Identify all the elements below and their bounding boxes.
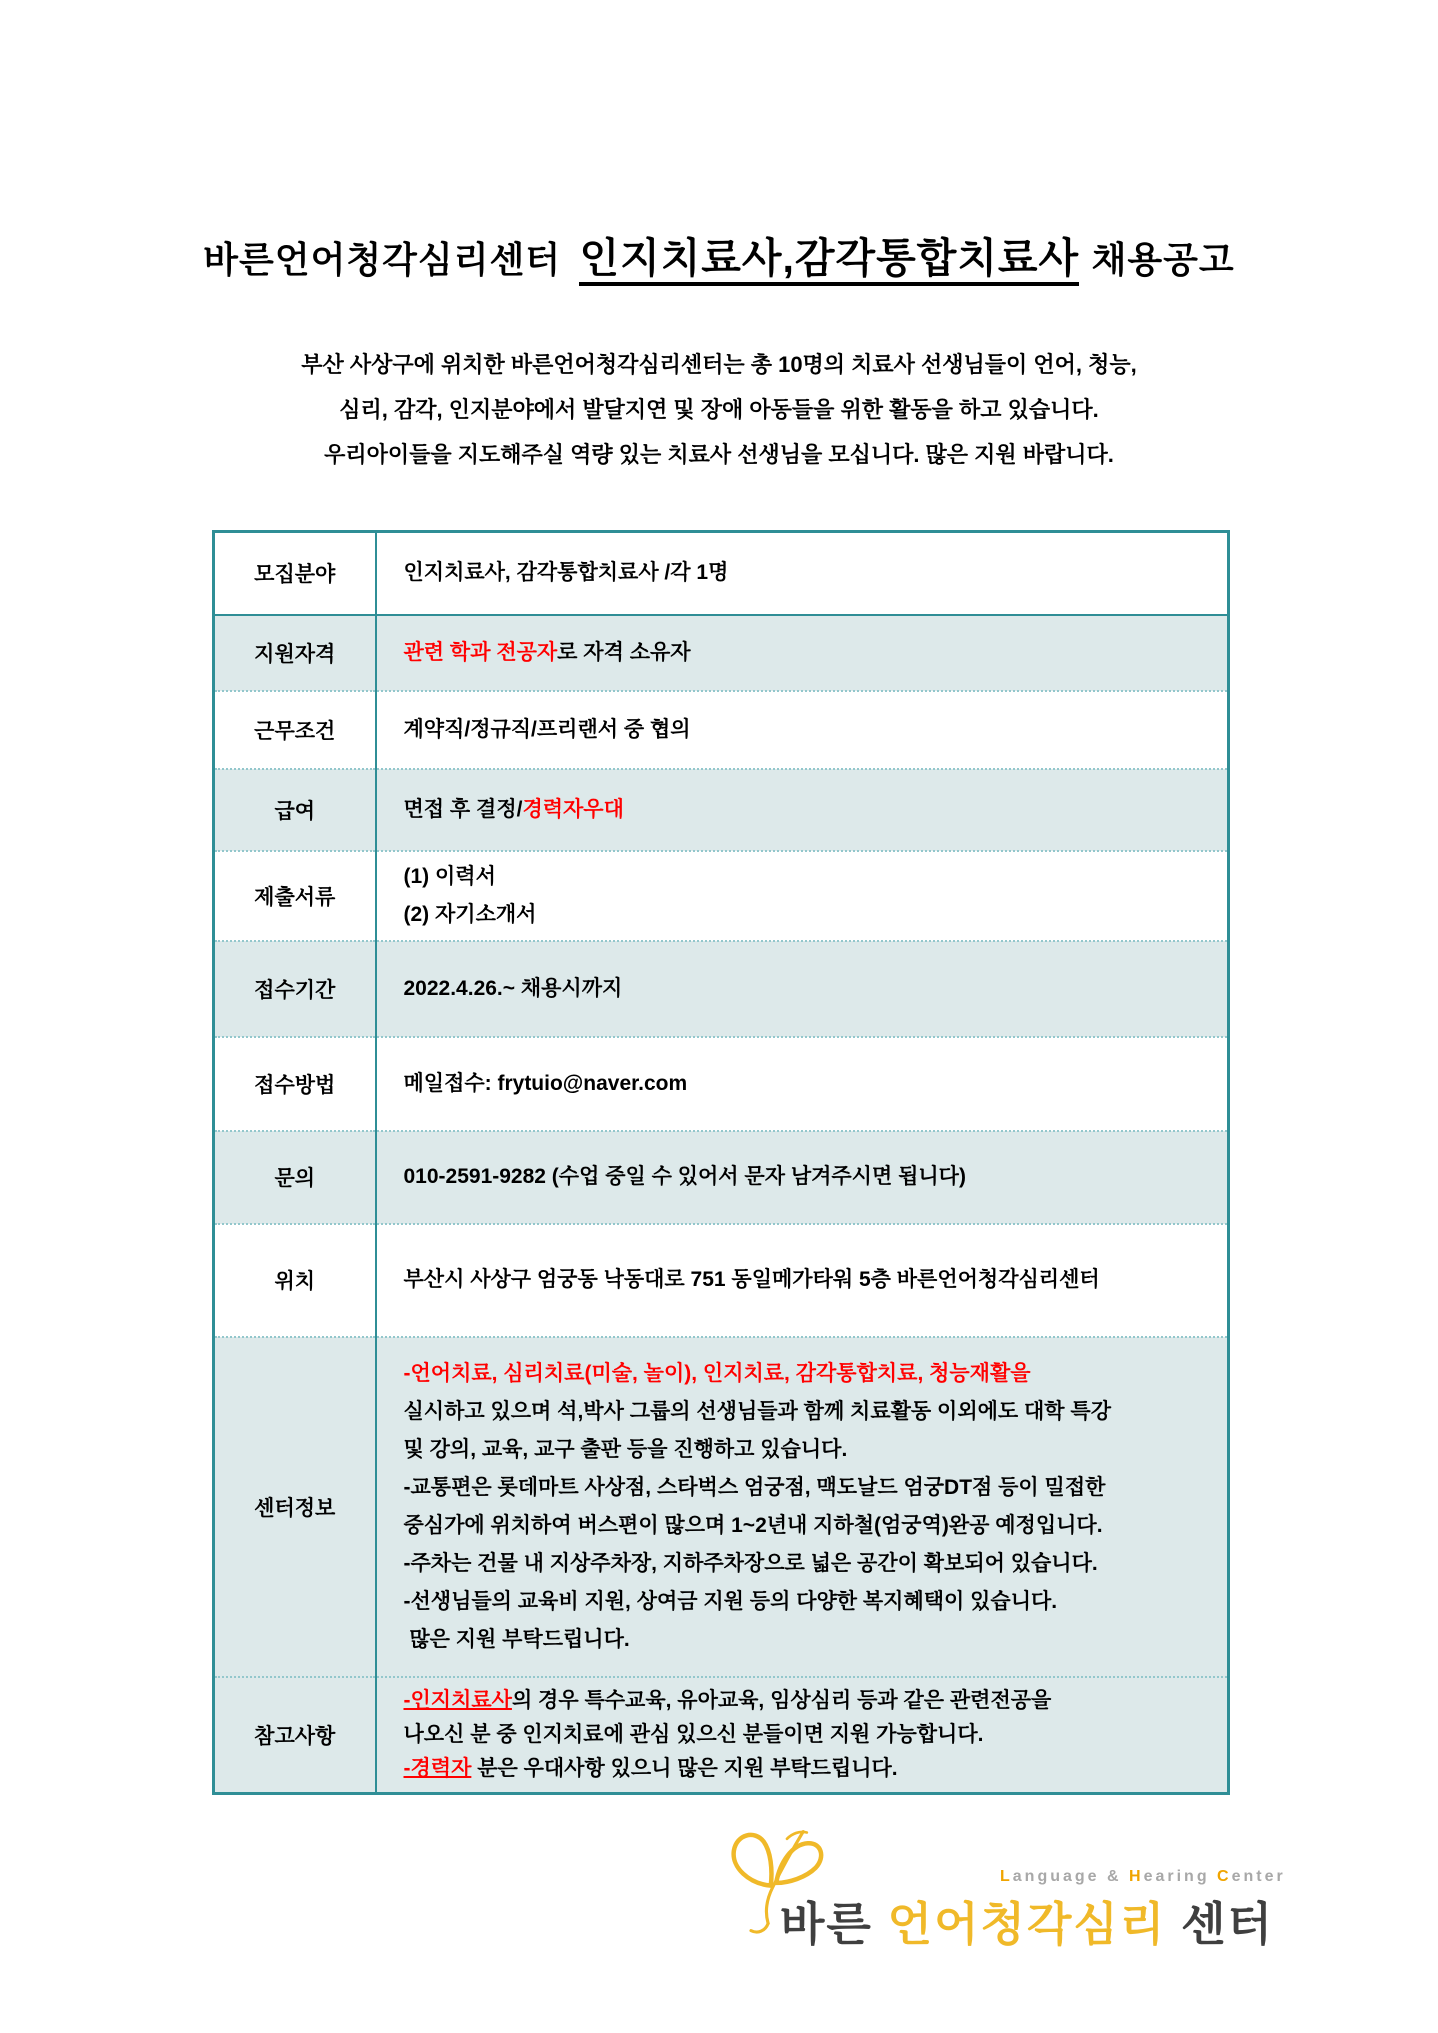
content-segment: 많은 지원 부탁드립니다. [403,1627,630,1651]
content-line [404,896,1228,934]
title-notice-word: 채용공고 [1091,239,1235,280]
intro-paragraph [0,342,1438,477]
logo-name [780,1888,1274,1954]
logo-name-mid: 언어청각심리 [887,1898,1167,1950]
table-row [214,1337,1229,1677]
content-segment: 로 자격 소유자 [557,640,691,664]
table-row [214,769,1229,851]
content-segment-emphasis: 관련 학과 전공자 [403,640,558,664]
content-line [404,1065,1228,1103]
content-segment: 중심가에 위치하여 버스편이 많으며 1~2년내 지하철(엄궁역)완공 예정입니다. [403,1513,1103,1537]
logo-name-suffix: 센터 [1181,1898,1274,1950]
content-segment: (2) 자기소개서 [403,902,537,926]
content-segment: -교통편은 롯데마트 사상점, 스타벅스 엄궁점, 맥도날드 엄궁DT점 등이 밀접한 [403,1475,1106,1499]
content-segment: -주차는 건물 내 지상주차장, 지하주차장으로 넓은 공간이 확보되어 있습니다. [403,1551,1098,1575]
job-info-table [212,530,1230,1795]
content-segment: 2022.4.26.~ 채용시까지 [403,976,623,1000]
content-segment: 의 경우 특수교육, 유아교육, 임상심리 등과 같은 관련전공을 [511,1688,1052,1712]
row-label: 접수방법 [214,1037,376,1131]
row-content [376,615,1229,691]
row-label: 센터정보 [214,1337,376,1677]
table-row [214,532,1229,615]
content-segment: 분은 우대사항 있으니 많은 지원 부탁드립니다. [471,1756,898,1780]
table-row [214,691,1229,769]
content-line [404,554,1228,592]
content-segment-emphasis: 경력자우대 [522,797,624,821]
tagline-text: enter [1231,1868,1286,1885]
content-segment-emphasis: -경력자 [403,1756,472,1780]
content-line [404,1684,1228,1718]
row-label: 근무조건 [214,691,376,769]
content-line [404,1355,1228,1393]
content-segment-emphasis: -언어치료, 심리치료(미술, 놀이), 인지치료, 감각통합치료, 청능재활을 [403,1361,1031,1385]
table-row [214,851,1229,941]
tagline-cap-l: L [1000,1868,1013,1885]
content-line [404,1393,1228,1431]
title-positions-underlined: 인지치료사,감각통합치료사 [579,236,1079,286]
tagline-text: earing [1143,1868,1218,1885]
content-segment: (1) 이력서 [403,864,496,888]
content-segment: 010-2591-9282 (수업 중일 수 있어서 문자 남겨주시면 됩니다) [403,1165,966,1188]
tagline-cap-c: C [1217,1868,1232,1885]
row-content [376,1677,1229,1794]
content-line [404,1261,1228,1299]
table-row [214,615,1229,691]
table-row [214,1131,1229,1224]
tagline-text: anguage & [1012,1868,1130,1885]
center-logo [698,1808,1286,1958]
table-row [214,1677,1229,1794]
content-line [404,1469,1228,1507]
row-content [376,1224,1229,1337]
content-line [404,634,1228,672]
content-line [404,1752,1228,1786]
table-row [214,1224,1229,1337]
row-label: 접수기간 [214,941,376,1037]
row-label: 위치 [214,1224,376,1337]
row-label: 참고사항 [214,1677,376,1794]
row-content [376,1131,1229,1224]
title-center-name: 바른언어청각심리센터 [203,239,562,280]
content-line [404,1545,1228,1583]
row-label: 제출서류 [214,851,376,941]
content-segment-emphasis: -인지치료사 [403,1688,512,1712]
content-line [404,858,1228,896]
content-line [404,1583,1228,1621]
content-segment: 나오신 분 중 인지치료에 관심 있으신 분들이면 지원 가능합니다. [403,1722,984,1746]
logo-name-prefix: 바른 [780,1898,873,1950]
content-segment: 계약직/정규직/프리랜서 중 협의 [403,717,691,741]
content-line [404,1431,1228,1469]
row-content [376,1037,1229,1131]
content-segment: 메일접수: frytuio@naver.com [403,1071,688,1095]
content-segment: -선생님들의 교육비 지원, 상여금 지원 등의 다양한 복지혜택이 있습니다. [403,1589,1058,1613]
row-content [376,769,1229,851]
content-line [404,711,1228,749]
row-content [376,941,1229,1037]
content-line [404,791,1228,829]
row-label: 문의 [214,1131,376,1224]
content-segment: 및 강의, 교육, 교구 출판 등을 진행하고 있습니다. [403,1437,848,1461]
content-line [404,1158,1228,1196]
job-table-body [214,532,1229,1794]
row-content [376,851,1229,941]
intro-line: 심리, 감각, 인지분야에서 발달지연 및 장애 아동들을 위한 활동을 하고 있습니다. [339,397,1099,422]
row-content [376,1337,1229,1677]
content-line [404,1621,1228,1659]
page-title [0,232,1438,286]
row-label: 급여 [214,769,376,851]
row-label: 모집분야 [214,532,376,615]
content-segment: 실시하고 있으며 석,박사 그룹의 선생님들과 함께 치료활동 이외에도 대학 특강 [403,1399,1111,1423]
tagline-cap-h: H [1129,1868,1144,1885]
intro-line: 우리아이들을 지도해주실 역량 있는 치료사 선생님을 모십니다. 많은 지원 바랍니다. [324,442,1114,467]
content-line [404,1718,1228,1752]
logo-tagline [1000,1868,1286,1886]
row-content [376,691,1229,769]
content-line [404,970,1228,1008]
content-line [404,1507,1228,1545]
content-segment: 인지치료사, 감각통합치료사 /각 1명 [403,561,729,585]
content-segment: 면접 후 결정/ [403,797,523,821]
table-row [214,1037,1229,1131]
row-label: 지원자격 [214,615,376,691]
intro-line: 부산 사상구에 위치한 바른언어청각심리센터는 총 10명의 치료사 선생님들이 언어, 청능, [301,352,1137,377]
table-row [214,941,1229,1037]
content-segment: 부산시 사상구 엄궁동 낙동대로 751 동일메가타워 5층 바른언어청각심리센터 [403,1268,1100,1291]
row-content [376,532,1229,615]
